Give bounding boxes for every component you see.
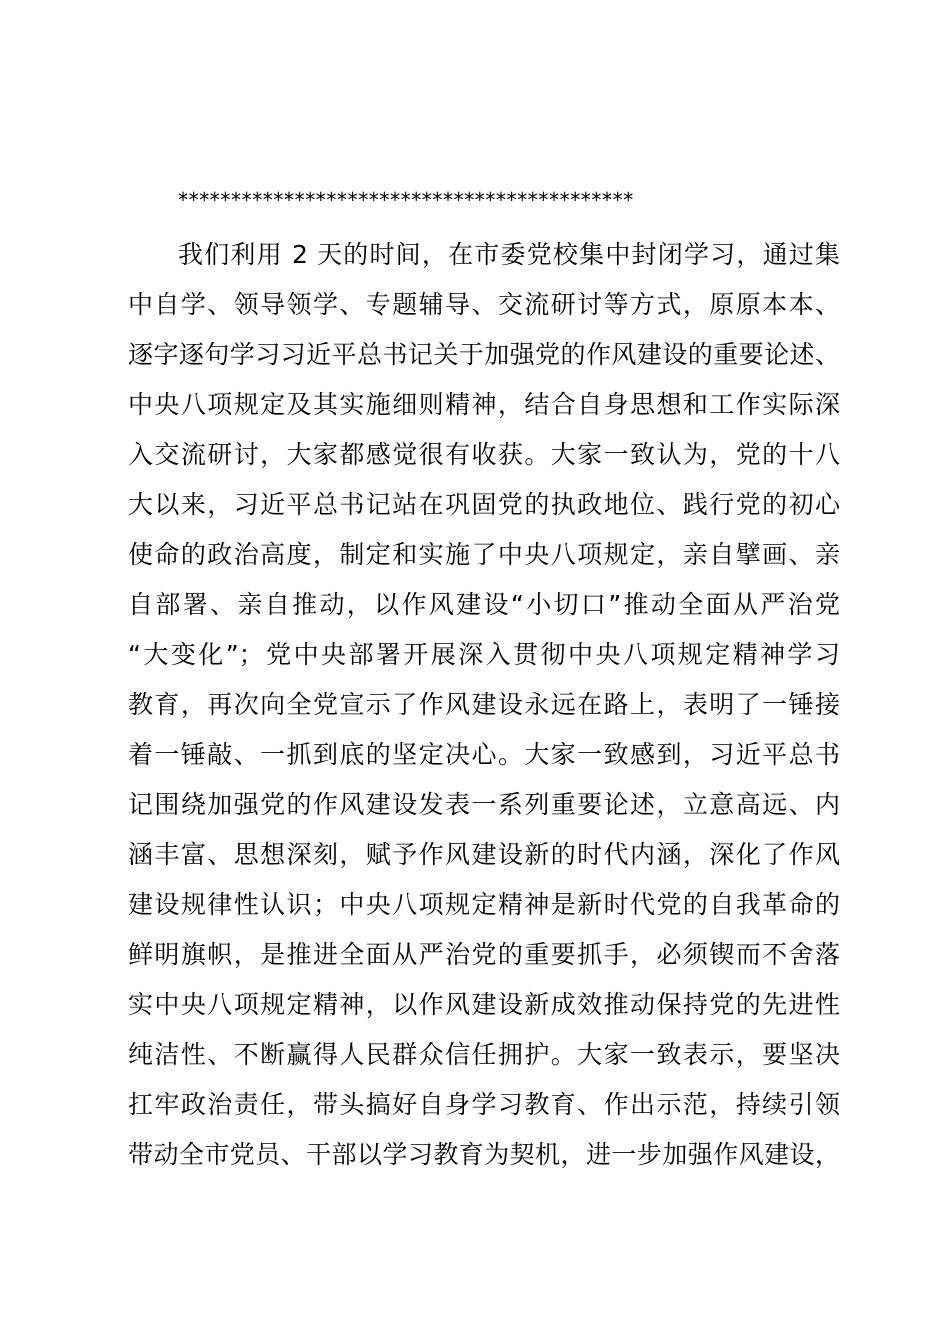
text-line: 实中央八项规定精神，以作风建设新成效推动保持党的先进性 <box>128 990 840 1019</box>
text-line: 中自学、领导领学、专题辅导、交流研讨等方式，原原本本、 <box>128 290 840 319</box>
body-paragraph <box>128 230 840 1180</box>
text-line: 鲜明旗帜，是推进全面从严治党的重要抓手，必须锲而不舍落 <box>128 940 840 969</box>
text-line: 着一锤敲、一抓到底的坚定决心。大家一致感到，习近平总书 <box>128 740 840 769</box>
text-line: 扛牢政治责任，带头搞好自身学习教育、作出示范，持续引领 <box>128 1090 840 1119</box>
text-line: 带动全市党员、干部以学习教育为契机，进一步加强作风建设， <box>128 1140 840 1169</box>
separator-line: ******************************************* <box>178 188 634 212</box>
text-line: 纯洁性、不断赢得人民群众信任拥护。大家一致表示，要坚决 <box>128 1040 840 1069</box>
text-line: 建设规律性认识；中央八项规定精神是新时代党的自我革命的 <box>128 890 840 919</box>
text-line: 自部署、亲自推动，以作风建设“小切口”推动全面从严治党 <box>128 590 840 619</box>
text-line: “大变化”；党中央部署开展深入贯彻中央八项规定精神学习 <box>128 640 840 669</box>
text-line: 记围绕加强党的作风建设发表一系列重要论述，立意高远、内 <box>128 790 840 819</box>
text-line: 中央八项规定及其实施细则精神，结合自身思想和工作实际深 <box>128 390 840 419</box>
text-line: 教育，再次向全党宣示了作风建设永远在路上，表明了一锤接 <box>128 690 840 719</box>
text-line: 入交流研讨，大家都感觉很有收获。大家一致认为，党的十八 <box>128 440 840 469</box>
text-line: 涵丰富、思想深刻，赋予作风建设新的时代内涵，深化了作风 <box>128 840 840 869</box>
text-line: 逐字逐句学习习近平总书记关于加强党的作风建设的重要论述、 <box>128 340 840 369</box>
text-line: 我们利用 2 天的时间，在市委党校集中封闭学习，通过集 <box>178 240 840 269</box>
text-line: 使命的政治高度，制定和实施了中央八项规定，亲自擘画、亲 <box>128 540 840 569</box>
text-line: 大以来，习近平总书记站在巩固党的执政地位、践行党的初心 <box>128 490 840 519</box>
